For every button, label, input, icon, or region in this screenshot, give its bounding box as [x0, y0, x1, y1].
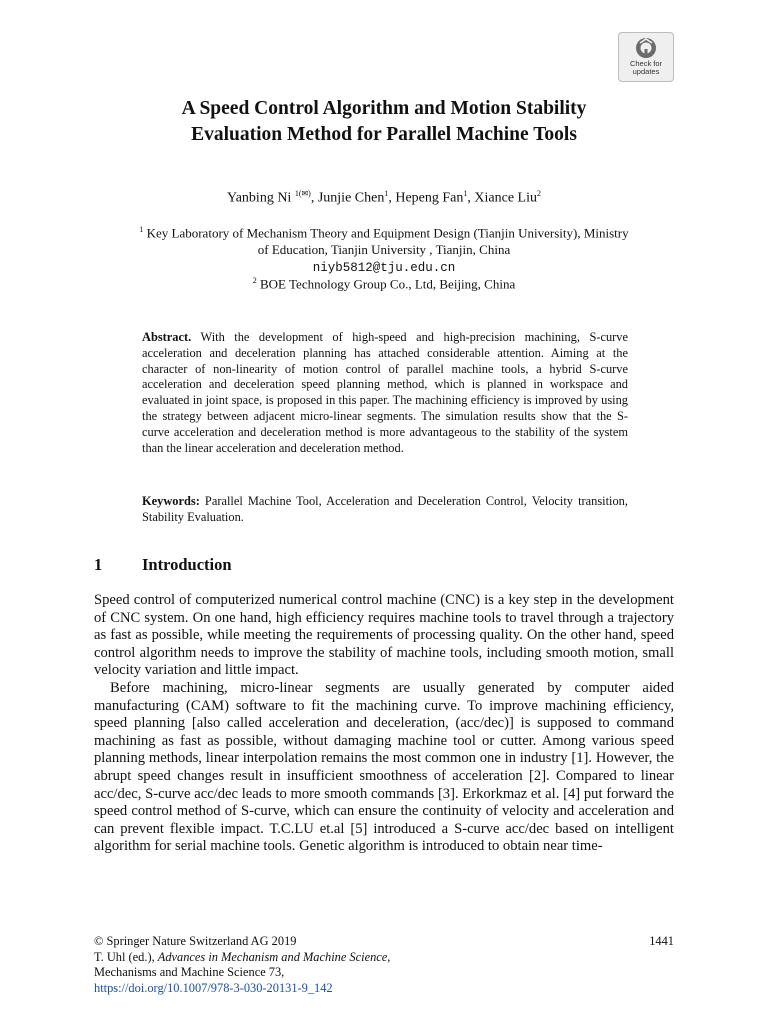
affiliation-2: $^2$ BOE Technology Group Co., Ltd, Beijing, China	[252, 276, 516, 292]
copyright-line: © Springer Nature Switzerland AG 2019	[94, 934, 297, 948]
crossmark-icon	[634, 36, 658, 60]
author-name: Yanbing Ni	[227, 190, 292, 206]
author-email[interactable]: niyb5812@tju.edu.cn	[312, 261, 456, 276]
author-name: Junjie Chen	[317, 190, 385, 206]
page-number: 1441	[649, 934, 674, 948]
paragraph: Before machining, micro-linear segments are usually generated by computer aided manufacturing (CAM) software to fit the machining curve. To improve machining efficiency, speed planning [also called acceleration and deceleration, (acc/dec)] is supposed to command machining as fast as possible, without damaging machine tool or cutter. Among various speed planning methods, linear interpolation remains the most common one in industry [1]. However, the abrupt speed changes result in insufficient smoothness of acceleration [2]. Compared to linear acc/dec, S-curve acc/dec leads to more smooth commands [3]. Erkorkmaz et al. [4] put forward the speed control method of S-curve, which can ensure the continuity of velocity and acceleration and can prevent flexible impact. T.C.LU et.al [5] introduced a S-curve acc/dec based on intelligent algorithm for serial machine tools. Genetic algorithm is introduced to obtain near time-	[94, 679, 674, 855]
keywords-text: Parallel Machine Tool, Acceleration and Deceleration Control, Velocity transition, Stability Evaluation.	[142, 494, 628, 524]
abstract-text: With the development of high-speed and high-precision machining, S-curve acceleration and deceleration planning has attached considerable attention. Aiming at the character of non-linearity of motion control of parallel machine tools, a hybrid S-curve acceleration and deceleration speed planning method, which is planned in workspace and evaluated in joint space, is proposed in this paper. The machining efficiency is improved by using the strategy between adjacent micro-linear segments. The simulation results show that the S-curve acceleration and deceleration method is more advantageous to the stability of the system than the linear acceleration and deceleration method.	[142, 330, 629, 455]
section-number: 1	[94, 555, 103, 574]
citation-line: T. Uhl (ed.), Advances in Mechanism and Machine Science,	[94, 949, 391, 964]
section-heading	[94, 555, 232, 575]
abstract-label: Abstract.	[142, 330, 192, 344]
badge-label: Check for updates	[629, 59, 663, 76]
author-list: Yanbing Ni $^{1(✉)}$, Junjie Chen$^1$, Hepeng Fan$^1$, Xiance Liu$^2$	[227, 189, 541, 206]
series-line: Mechanisms and Machine Science 73,	[94, 965, 285, 980]
abstract	[142, 330, 628, 456]
check-for-updates-badge[interactable]	[618, 32, 674, 82]
keywords-label: Keywords:	[142, 494, 200, 508]
paragraph: Speed control of computerized numerical control machine (CNC) is a key step in the development of CNC system. On one hand, high efficiency requires machine tools to travel through a trajectory as fast as possible, while meeting the requirements of processing quality. On the other hand, speed control algorithm needs to improve the stability of machine tools, including smooth motion, small velocity variation and little impact.	[94, 592, 674, 679]
author-name: Hepeng Fan	[395, 190, 464, 206]
author-affiliation-mark: 1(✉)	[294, 189, 311, 198]
body-text	[94, 592, 674, 856]
author-affiliation-mark: 1	[463, 189, 468, 198]
page-footer	[94, 934, 674, 996]
keywords	[142, 494, 628, 526]
section-title: Introduction	[142, 555, 232, 574]
author-affiliation-mark: 1	[384, 189, 389, 198]
affiliation-1: $^1$ Key Laboratory of Mechanism Theory and Equipment Design (Tianjin University), Ministry of Education, Tianjin University , Tianjin, China niyb5812@tju.edu.cn	[139, 225, 629, 276]
author-name: Xiance Liu	[474, 190, 537, 206]
paper-title: A Speed Control Algorithm and Motion Stability Evaluation Method for Parallel Machine Tools	[181, 98, 587, 145]
doi-link[interactable]: https://doi.org/10.1007/978-3-030-20131-9_142	[94, 980, 333, 995]
author-affiliation-mark: 2	[536, 189, 541, 198]
book-title: Advances in Mechanism and Machine Science	[157, 949, 388, 964]
